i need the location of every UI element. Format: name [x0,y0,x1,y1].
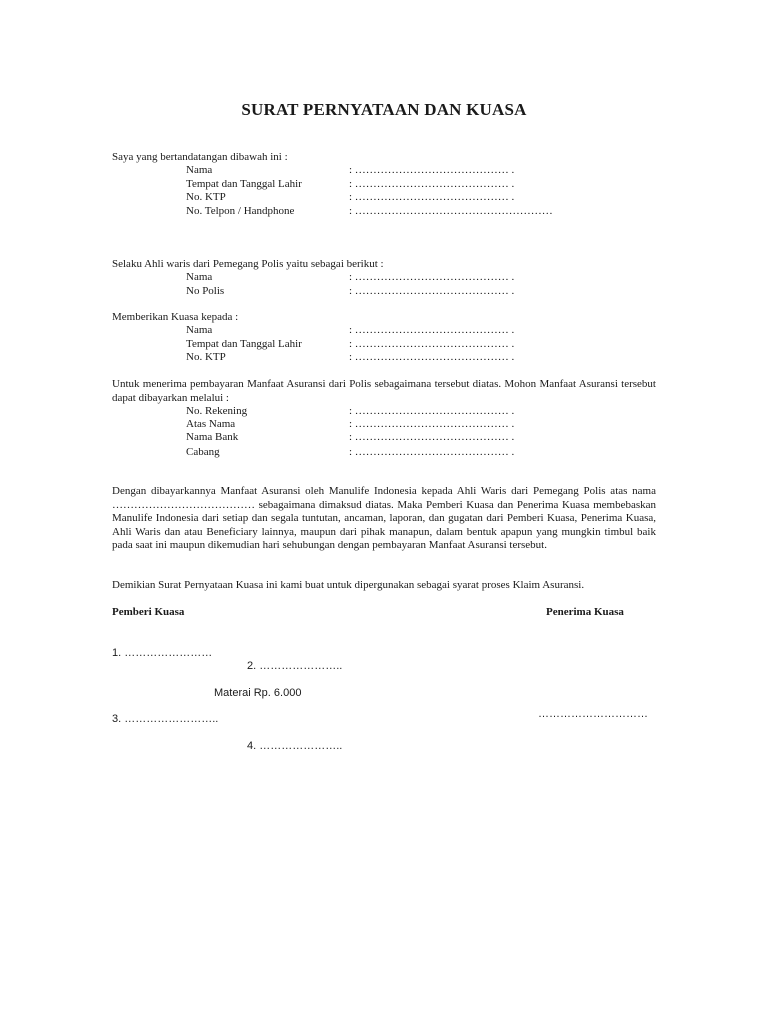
signature-line-3: 3. …………………….. [112,713,219,725]
grantee-name-label: Nama [186,324,213,336]
payment-bank-value: : …………………………………… . [349,431,515,443]
signer-phone-label: No. Telpon / Handphone [186,205,295,217]
signature-line-2: 2. ………………….. [247,660,343,672]
payment-branch-value: : …………………………………… . [349,446,515,458]
signature-line-1: 1. …………………… [112,647,213,659]
grantee-birth-value: : …………………………………… . [349,338,515,350]
receiver-label: Penerima Kuasa [546,606,624,618]
signer-phone-value: : ……………………………………………… [349,205,553,217]
payment-holder-label: Atas Nama [186,418,236,430]
signer-birth-value: : …………………………………… . [349,178,515,190]
payment-branch-label: Cabang [186,446,220,458]
heir-policy-value: : …………………………………… . [349,285,515,297]
signer-intro: Saya yang bertandatangan dibawah ini : [112,151,288,163]
signer-birth-label: Tempat dan Tanggal Lahir [186,178,302,190]
payment-account-label: No. Rekening [186,405,248,417]
grantee-intro: Memberikan Kuasa kepada : [112,311,239,323]
grantee-ktp-label: No. KTP [186,351,226,363]
signer-ktp-label: No. KTP [186,191,226,203]
signer-name-label: Nama [186,164,213,176]
payment-account-value: : …………………………………… . [349,405,515,417]
heir-intro: Selaku Ahli waris dari Pemegang Polis yaitu sebagai berikut : [112,258,384,270]
payment-bank-label: Nama Bank [186,431,239,443]
heir-name-label: Nama [186,271,213,283]
payment-intro: Untuk menerima pembayaran Manfaat Asuransi dari Polis sebagaimana tersebut diatas. Mohon Manfaat Asuransi tersebut dapat dibayarkan melalui : [112,378,656,404]
giver-label: Pemberi Kuasa [112,606,185,618]
payment-holder-value: : …………………………………… . [349,418,515,430]
grantee-name-value: : …………………………………… . [349,324,515,336]
receiver-signature-line: ………………………… [538,708,648,720]
release-paragraph: Dengan dibayarkannya Manfaat Asuransi oleh Manulife Indonesia kepada Ahli Waris dari Pemegang Polis atas nama ………………………………… sebagaimana dimaksud diatas. Maka Pemberi Kuasa dan Penerima Kuasa membebaskan Manulife Indonesia dari setiap dan segala tuntutan, ancaman, laporan, dan gugatan dari Pemberi Kuasa, Penerima Kuasa, Ahli Waris dan atau Beneficiary lainnya, maupun dari pihak manapun, dalam bentuk apapun yang mungkin timbul baik pada saat ini maupun dikemudian hari sehubungan dengan pembayaran Manfaat Asuransi tersebut. [112,485,656,552]
grantee-ktp-value: : …………………………………… . [349,351,515,363]
signer-ktp-value: : …………………………………… . [349,191,515,203]
heir-policy-label: No Polis [186,285,225,297]
signer-name-value: : …………………………………… . [349,164,515,176]
signature-line-4: 4. ………………….. [247,740,343,752]
heir-name-value: : …………………………………… . [349,271,515,283]
closing-statement: Demikian Surat Pernyataan Kuasa ini kami buat untuk dipergunakan sebagai syarat proses Klaim Asuransi. [112,579,585,591]
grantee-birth-label: Tempat dan Tanggal Lahir [186,338,302,350]
document-title: SURAT PERNYATAAN DAN KUASA [241,100,527,119]
stamp-duty-label: Materai Rp. 6.000 [214,687,302,699]
